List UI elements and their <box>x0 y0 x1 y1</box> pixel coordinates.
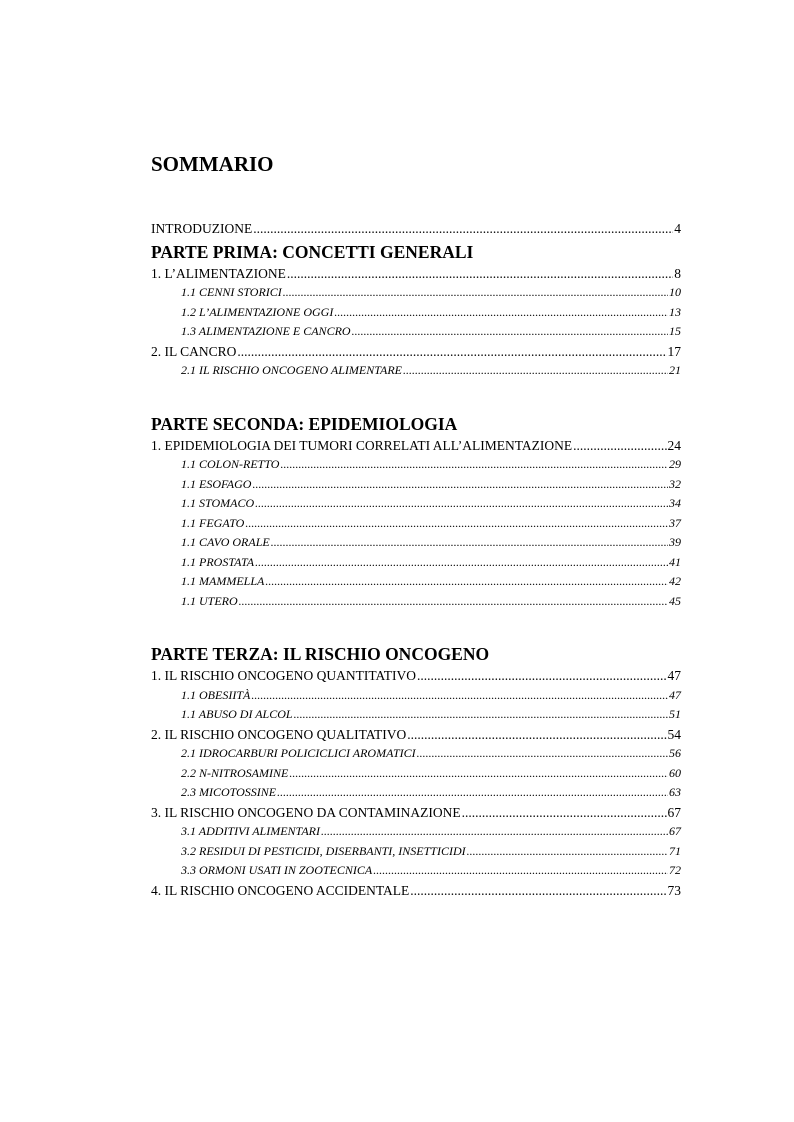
toc-entry-introduction-label: INTRODUZIONE <box>151 221 253 236</box>
toc-entry-subsection[interactable] <box>151 494 681 514</box>
dot-leader <box>573 436 666 456</box>
toc-entry-subsection-label: 3.1 ADDITIVI ALIMENTARI <box>181 824 320 838</box>
toc-entry-subsection-label: 2.1 IL RISCHIO ONCOGENO ALIMENTARE <box>181 363 403 377</box>
toc-entry-subsection[interactable] <box>151 455 681 475</box>
toc-entry-chapter-page-number: 54 <box>667 726 681 742</box>
dot-leader <box>467 842 668 862</box>
toc-entry-introduction[interactable] <box>151 219 681 239</box>
toc-entry-subsection-page-number: 37 <box>669 515 681 530</box>
toc-entry-subsection[interactable] <box>151 842 681 862</box>
toc-entry-subsection-page-number: 39 <box>669 535 681 549</box>
toc-entry-subsection-label: 1.3 ALIMENTAZIONE E CANCRO <box>181 324 351 338</box>
toc-entry-subsection[interactable] <box>151 744 681 764</box>
toc-entry-subsection[interactable] <box>151 533 681 553</box>
toc-entry-subsection-label: 1.1 PROSTATA <box>181 554 255 569</box>
dot-leader <box>462 803 667 823</box>
toc-entry-subsection-label: 2.1 IDROCARBURI POLICICLICI AROMATICI <box>181 746 416 760</box>
toc-entry-subsection-label: 1.2 L’ALIMENTAZIONE OGGI <box>181 304 334 319</box>
toc-entry-subsection[interactable] <box>151 783 681 803</box>
toc-entry-chapter-label: 4. IL RISCHIO ONCOGENO ACCIDENTALE <box>151 882 410 898</box>
toc-entry-subsection-label: 1.1 STOMACO <box>181 496 255 510</box>
section-spacer <box>151 381 681 412</box>
toc-entry-subsection-label: 3.3 ORMONI USATI IN ZOOTECNICA <box>181 863 373 877</box>
toc-entry-subsection-label: 1.1 CAVO ORALE <box>181 535 270 549</box>
toc-entry-subsection-page-number: 13 <box>669 304 681 319</box>
toc-entry-subsection[interactable] <box>151 572 681 592</box>
dot-leader <box>251 686 668 706</box>
toc-entry-subsection-label: 2.2 N-NITROSAMINE <box>181 765 289 780</box>
toc-entry-subsection-page-number: 51 <box>669 707 681 721</box>
toc-entry-introduction-page-number: 4 <box>674 221 681 236</box>
dot-leader <box>287 264 673 284</box>
toc-entry-chapter-label: 1. L’ALIMENTAZIONE <box>151 265 286 281</box>
toc-entry-subsection[interactable] <box>151 553 681 573</box>
toc-entry-subsection-page-number: 15 <box>669 324 681 338</box>
toc-entry-subsection-page-number: 41 <box>669 554 681 569</box>
toc-entry-chapter[interactable] <box>151 264 681 284</box>
toc-entry-chapter[interactable] <box>151 436 681 456</box>
toc-entry-subsection-label: 2.3 MICOTOSSINE <box>181 785 277 799</box>
toc-entry-subsection-page-number: 29 <box>669 457 681 471</box>
dot-leader <box>373 861 668 881</box>
toc-entry-chapter-label: 3. IL RISCHIO ONCOGENO DA CONTAMINAZIONE <box>151 804 461 820</box>
toc-entry-chapter-page-number: 24 <box>667 437 681 453</box>
section-spacer <box>151 611 681 642</box>
toc-entry-chapter[interactable] <box>151 803 681 823</box>
toc-entry-subsection[interactable] <box>151 686 681 706</box>
dot-leader <box>289 764 668 784</box>
toc-entry-chapter[interactable] <box>151 342 681 362</box>
toc-entry-subsection-page-number: 72 <box>669 863 681 877</box>
dot-leader <box>321 822 668 842</box>
toc-entry-chapter[interactable] <box>151 881 681 901</box>
toc-entry-subsection-page-number: 32 <box>669 476 681 491</box>
toc-entry-subsection-label: 1.1 CENNI STORICI <box>181 285 282 299</box>
dot-leader <box>410 881 666 901</box>
toc-entry-subsection-page-number: 47 <box>669 687 681 702</box>
dot-leader <box>255 494 668 514</box>
toc-entry-chapter-label: 1. IL RISCHIO ONCOGENO QUANTITATIVO <box>151 668 417 683</box>
toc-entry-subsection-page-number: 10 <box>669 285 681 299</box>
dot-leader <box>245 514 668 534</box>
dot-leader <box>237 342 666 362</box>
toc-entry-chapter-label: 1. EPIDEMIOLOGIA DEI TUMORI CORRELATI ALL’ALIMENTAZIONE <box>151 437 573 453</box>
toc-entry-subsection-page-number: 42 <box>669 574 681 588</box>
dot-leader <box>252 475 668 495</box>
toc-entry-subsection[interactable] <box>151 861 681 881</box>
dot-leader <box>417 666 666 686</box>
toc-entry-subsection[interactable] <box>151 592 681 612</box>
toc-entry-subsection[interactable] <box>151 705 681 725</box>
toc-entry-subsection[interactable] <box>151 764 681 784</box>
dot-leader <box>417 744 668 764</box>
toc-entry-subsection-page-number: 34 <box>669 496 681 510</box>
dot-leader <box>265 572 668 592</box>
dot-leader <box>407 725 666 745</box>
dot-leader <box>239 592 668 612</box>
dot-leader <box>283 283 668 303</box>
toc-entry-subsection-label: 3.2 RESIDUI DI PESTICIDI, DISERBANTI, INSETTICIDI <box>181 843 466 858</box>
toc-entry-subsection-page-number: 67 <box>669 824 681 838</box>
toc-entry-subsection-page-number: 56 <box>669 746 681 760</box>
toc-entry-subsection[interactable] <box>151 322 681 342</box>
toc-entry-chapter-page-number: 73 <box>667 882 681 898</box>
dot-leader <box>255 553 668 573</box>
toc-entry-subsection[interactable] <box>151 361 681 381</box>
part-heading: PARTE PRIMA: CONCETTI GENERALI <box>151 241 474 262</box>
toc-entry-chapter-page-number: 17 <box>667 343 681 359</box>
toc-entry-subsection-page-number: 63 <box>669 785 681 799</box>
dot-leader <box>277 783 668 803</box>
toc-entry-subsection[interactable] <box>151 283 681 303</box>
toc-entry-subsection[interactable] <box>151 514 681 534</box>
table-of-contents <box>151 219 681 900</box>
toc-entry-chapter-label: 2. IL RISCHIO ONCOGENO QUALITATIVO <box>151 726 407 742</box>
dot-leader <box>352 322 668 342</box>
toc-entry-chapter-page-number: 67 <box>667 804 681 820</box>
toc-entry-chapter[interactable] <box>151 725 681 745</box>
dot-leader <box>294 705 668 725</box>
toc-entry-subsection-label: 1.1 OBESIITÀ <box>181 687 251 702</box>
toc-entry-subsection-label: 1.1 COLON-RETTO <box>181 457 280 471</box>
toc-entry-subsection-page-number: 21 <box>669 363 681 377</box>
toc-entry-subsection-label: 1.1 ESOFAGO <box>181 476 252 491</box>
toc-entry-subsection-label: 1.1 UTERO <box>181 593 238 608</box>
toc-entry-subsection-label: 1.1 MAMMELLA <box>181 574 265 588</box>
toc-entry-chapter[interactable] <box>151 666 681 686</box>
toc-entry-subsection-page-number: 60 <box>669 765 681 780</box>
dot-leader <box>334 303 668 323</box>
part-heading: PARTE TERZA: IL RISCHIO ONCOGENO <box>151 644 490 664</box>
toc-entry-subsection-label: 1.1 ABUSO DI ALCOL <box>181 707 293 721</box>
part-heading: PARTE SECONDA: EPIDEMIOLOGIA <box>151 413 458 434</box>
toc-entry-subsection-page-number: 45 <box>669 593 681 608</box>
page-title: SOMMARIO <box>151 152 274 176</box>
toc-entry-chapter-label: 2. IL CANCRO <box>151 343 237 359</box>
toc-entry-subsection[interactable] <box>151 303 681 323</box>
toc-entry-subsection-page-number: 71 <box>669 843 681 858</box>
toc-entry-chapter-page-number: 47 <box>667 668 681 683</box>
dot-leader <box>271 533 668 553</box>
dot-leader <box>403 361 668 381</box>
toc-entry-chapter-page-number: 8 <box>674 265 681 281</box>
toc-entry-subsection[interactable] <box>151 475 681 495</box>
dot-leader <box>253 219 673 239</box>
dot-leader <box>280 455 668 475</box>
toc-entry-subsection-label: 1.1 FEGATO <box>181 515 245 530</box>
toc-entry-subsection[interactable] <box>151 822 681 842</box>
